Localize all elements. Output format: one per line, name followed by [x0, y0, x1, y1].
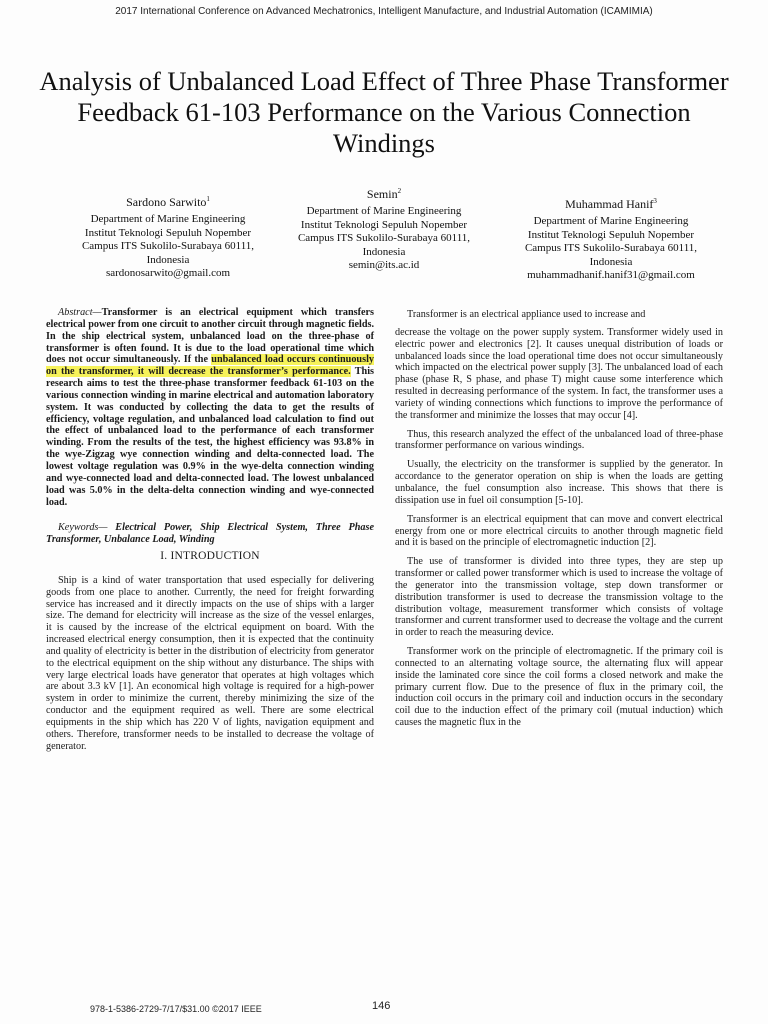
intro-paragraph: Ship is a kind of water transportation that used especially for delivering goods from one place to another. Currently, the need for freight forwarding service has increased and it directly impacts on the use of ships with a larger size. The demand for electricity will increase as the size of the vessel enlarges, it is caused by the increase of the elctrical equipment on board. With the increased electrical energy consumption, then it is expected that the continuity and quality of electricity is better in the distribution of electricity from generator to the electrical equipment on the ship without any disturbance. The ships with very large electrical loads have generator that operates at high voltages which are about 3.3 kV [1]. An economical high voltage is required for a high-power system in order to minimize the current, thereby minimizing the size of the conductor and the equipment required as well. There are some electrical equipments in the ship which has 220 V of lights, navigation equipment and others. Therefore, transformer needs to be installed to decrease the voltage of generator.: [46, 574, 374, 752]
footer-isbn: 978-1-5386-2729-7/17/$31.00 ©2017 IEEE: [90, 1004, 262, 1014]
conference-header: 2017 International Conference on Advanced Mechatronics, Intelligent Manufacture, and Industrial Automation (ICAMIMIA): [115, 6, 653, 17]
author-country: Indonesia: [589, 255, 633, 268]
author-name: Muhammad Hanif$^3$: [565, 197, 657, 211]
author-email: semin@its.ac.id: [348, 259, 420, 271]
abstract-label: Abstract—: [58, 307, 102, 318]
abstract: Abstract—Transformer is an electrical equipment which transfers electrical power from one circuit to another circuit through magnetic fields. In the ship electrical system, unbalanced load on the three-phase of transformer is often found. It is due to the load operational time which does not occur simultaneously. If the unbalanced load occurs continuously on the transformer, it will decrease the transformer’s performance. This research aims to test the three-phase transformer feedback 61-103 on the various connection winding in marine electrical and automation laboratory system. It was conducted by collecting the data to get the results of efficiency, voltage regulation, and unbalanced load calculation to find out the effect of unbalanced load to the performance of each transformer winding. From the results of the test, the highest efficiency was 93.8% in the wye-Zigzag wye connection winding and delta-connected load. The lowest voltage regulation was 0.9% in the wye-delta connection winding and wye-connected load and delta-connected load. The lowest unbalanced load was 5.0% in the delta-delta connection winding and wye-connected load.: [46, 307, 374, 508]
body-paragraph: The use of transformer is divided into three types, they are step up transformer or called power transformer which is used to increase the voltage of the generator into the transmission voltage, step down transformer or distribution transformer is used to decrease the transmission voltage to the distribution voltage, measurement transformer which consists of voltage transformer and current transformer used to decrease the voltage and the current in order to reach the measuring device.: [395, 556, 723, 639]
right-column: [395, 309, 723, 729]
page-number: 146: [372, 1000, 391, 1012]
author-institution: Institut Teknologi Sepuluh Nopember: [84, 226, 252, 239]
author-institution: Institut Teknologi Sepuluh Nopember: [300, 218, 468, 231]
keywords-label: Keywords—: [58, 522, 108, 534]
section-heading-introduction: I. INTRODUCTION: [160, 550, 260, 563]
author-campus: Campus ITS Sukolilo-Surabaya 60111,: [524, 242, 698, 254]
author-department: Department of Marine Engineering: [90, 213, 246, 225]
author-email: sardonosarwito@gmail.com: [105, 267, 231, 279]
author-name: Semin$^2$: [366, 187, 402, 201]
highlighted-text: unbalanced load occurs continuously on the transformer, it will decrease the transformer’s performance.: [46, 354, 374, 378]
author-name: Sardono Sarwito$^1$: [126, 195, 210, 209]
author-country: Indonesia: [146, 253, 190, 266]
left-column: [46, 307, 374, 753]
author-country: Indonesia: [362, 245, 406, 258]
body-paragraph: decrease the voltage on the power supply system. Transformer widely used in electric power and electronics [2]. It causes unequal distribution of loads or unbalanced loads since the load operational time does not occur simultaneously which impacted on the electrical power supply [3]. The unbalanced load of each phase (phase R, S phase, and phase T) might cause some interference which resulted in decreasing performance of the system. In fact, the transformer uses a variety of winding connections which functions to improve the performance of the transformer and minimize the losses that may occur [4].: [395, 326, 723, 421]
body-paragraph: Usually, the electricity on the transformer is supplied by the generator. In accordance to the generator operation on ship is when the loads are getting unbalance, the fuel consumption also increase. This shows that there is dissipation use in fuel oil consumption [5-10].: [395, 459, 723, 506]
keywords: Keywords— Electrical Power, Ship Electrical System, Three Phase Transformer, Unbalance Load, Winding: [46, 522, 374, 546]
author-campus: Campus ITS Sukolilo-Surabaya 60111,: [81, 240, 255, 252]
author-institution: Institut Teknologi Sepuluh Nopember: [527, 228, 695, 241]
author-block-3: [480, 194, 742, 283]
body-paragraph: Transformer is an electrical equipment that can move and convert electrical energy from one or more electrical circuits to another through magnetic field and it is based on the principle of electromagnetic induction [2].: [395, 513, 723, 549]
body-paragraph: Transformer work on the principle of electromagnetic. If the primary coil is connected to an alternating voltage source, the alternating flux will appear inside the laminated core since the coil forms a closed network and make the primary current flow. Due to the presence of flux in the primary coil, the induction coil occurs in the primary coil and induction occurs in the secondary coil due to the induction effect of the primary coil (mutual induction) which causes the magnetic flux in the: [395, 646, 723, 729]
author-campus: Campus ITS Sukolilo-Surabaya 60111,: [297, 232, 471, 244]
paper-title: Analysis of Unbalanced Load Effect of Three Phase Transformer Feedback 61-103 Performance on the Various Connection Windings: [39, 66, 729, 158]
author-email: muhammadhanif.hanif31@gmail.com: [527, 269, 695, 281]
author-department: Department of Marine Engineering: [306, 205, 462, 217]
body-paragraph: Thus, this research analyzed the effect of the unbalanced load of three-phase transformer performance on various windings.: [395, 428, 723, 452]
author-department: Department of Marine Engineering: [533, 215, 689, 227]
body-paragraph: Transformer is an electrical appliance used to increase and: [407, 309, 646, 320]
author-block-2: [253, 184, 515, 273]
